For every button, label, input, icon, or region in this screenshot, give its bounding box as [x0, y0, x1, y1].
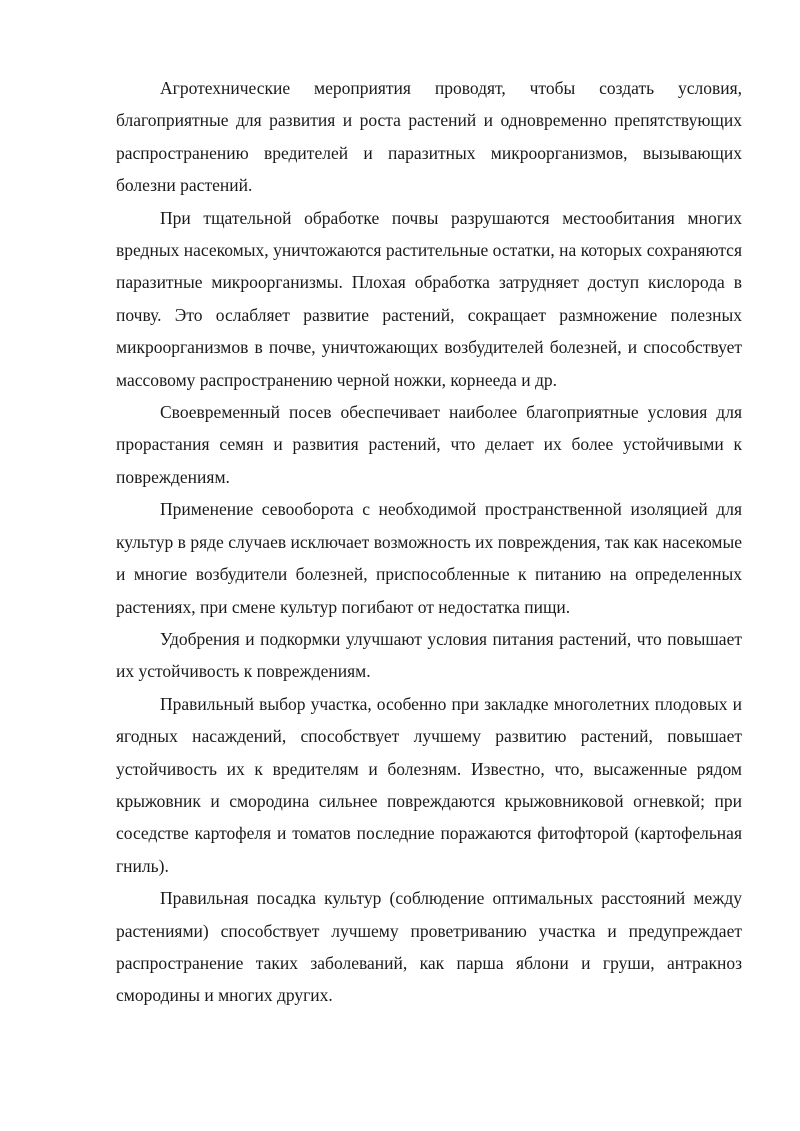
paragraph-timely-sowing: Своевременный посев обеспечивает наиболее благоприятные условия для прорастания семян и развития растений, что делает их более устойчивыми к повреждениям. — [116, 402, 742, 487]
paragraph-proper-planting: Правильная посадка культур (соблюдение оптимальных расстояний между растениями) способствует лучшему проветриванию участка и предупреждает распространение таких заболеваний, как парша яблони и груши, антракноз смородины и многих других. — [116, 888, 742, 1006]
document-page — [116, 72, 742, 1012]
paragraph-fertilizers: Удобрения и подкормки улучшают условия питания растений, что повышает их устойчивость к повреждениям. — [116, 628, 742, 682]
paragraph-agrotechnical-measures: Агротехнические мероприятия проводят, чтобы создать условия, благоприятные для развития и роста растений и одновременно препятствующих распространению вредителей и паразитных микроорганизмов, вызывающих болезни растений. — [116, 78, 742, 196]
paragraph-crop-rotation: Применение севооборота с необходимой пространственной изоляцией для культур в ряде случаев исключает возможность их повреждения, так как насекомые и многие возбудители болезней, приспособленные к питанию на определенных растениях, при смене культур погибают от недостатка пищи. — [116, 499, 742, 617]
paragraph-soil-treatment: При тщательной обработке почвы разрушаются местообитания многих вредных насекомых, уничтожаются растительные остатки, на которых сохраняются паразитные микроорганизмы. Плохая обработка затрудняет доступ кислорода в почву. Это ослабляет развитие растений, сокращает размножение полезных микроорганизмов в почве, уничтожающих возбудителей болезней, и способствует массовому распространению черной ножки, корнееда и др. — [116, 207, 742, 390]
paragraph-site-selection: Правильный выбор участка, особенно при закладке многолетних плодовых и ягодных насаждений, способствует лучшему развитию растений, повышает устойчивость их к вредителям и болезням. Известно, что, высаженные рядом крыжовник и смородина сильнее повреждаются крыжовниковой огневкой; при соседстве картофеля и томатов последние поражаются фитофторой (картофельная гниль). — [116, 693, 742, 876]
